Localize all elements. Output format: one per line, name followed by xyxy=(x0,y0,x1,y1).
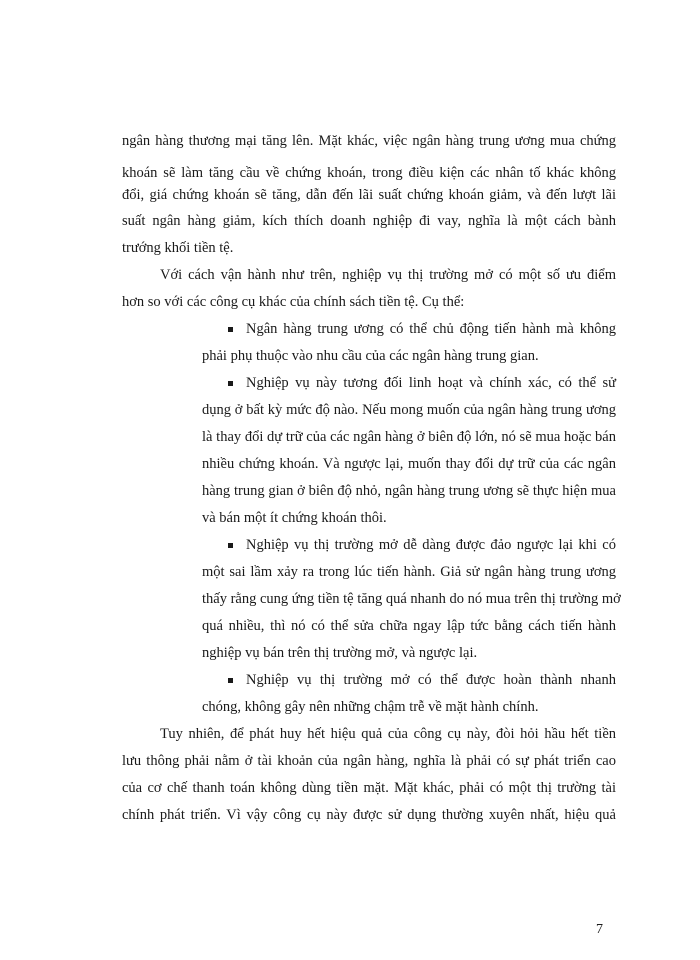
text-line: chóng, không gây nên những chậm trễ về mặt hành chính. xyxy=(202,699,539,715)
square-bullet-icon xyxy=(228,543,233,548)
text-line: nghiệp vụ bán trên thị trường mở, và ngược lại. xyxy=(202,645,478,661)
text-line: Nghiệp vụ thị trường mở dễ dàng được đảo ngược lại khi có xyxy=(246,537,616,553)
text-line: là thay đổi dự trữ của các ngân hàng ở biên độ lớn, nó sẽ mua hoặc bán xyxy=(202,429,616,445)
text-line: của cơ chế thanh toán không dùng tiền mặt. Mặt khác, phải có một thị trường tài xyxy=(122,780,616,796)
text-line: Nghiệp vụ này tương đối linh hoạt và chính xác, có thể sử xyxy=(246,375,616,391)
text-line: trướng khối tiền tệ. xyxy=(122,240,234,256)
text-line: chính phát triển. Vì vậy công cụ này được sử dụng thường xuyên nhất, hiệu quả xyxy=(122,807,616,823)
text-line: hàng trung gian ở biên độ nhỏ, ngân hàng trung ương sẽ thực hiện mua xyxy=(202,483,616,499)
text-line: đổi, giá chứng khoán sẽ tăng, dẫn đến lãi suất chứng khoán giảm, và đến lượt lãi xyxy=(122,187,616,203)
text-line: quá nhiều, thì nó có thể sửa chữa ngay lập tức bằng cách tiến hành xyxy=(202,618,616,634)
page-number: 7 xyxy=(596,922,603,937)
text-line: và bán một ít chứng khoán thôi. xyxy=(202,510,387,526)
text-line: hơn so với các công cụ khác của chính sách tiền tệ. Cụ thể: xyxy=(122,294,465,310)
square-bullet-icon xyxy=(228,327,233,332)
text-line: phải phụ thuộc vào nhu cầu của các ngân hàng trung gian. xyxy=(202,348,539,364)
text-line: ngân hàng thương mại tăng lên. Mặt khác, việc ngân hàng trung ương mua chứng xyxy=(122,133,616,149)
text-line: khoán sẽ làm tăng cầu về chứng khoán, trong điều kiện các nhân tố khác không xyxy=(122,165,616,181)
text-line: một sai lầm xảy ra trong lúc tiến hành. Giả sử ngân hàng trung ương xyxy=(202,564,616,580)
square-bullet-icon xyxy=(228,381,233,386)
text-line: suất ngân hàng giảm, kích thích doanh nghiệp đi vay, nghĩa là một cách bành xyxy=(122,213,616,229)
square-bullet-icon xyxy=(228,678,233,683)
text-line: lưu thông phải nằm ở tài khoản của ngân hàng, nghĩa là phải có sự phát triển cao xyxy=(122,753,616,769)
text-line: Ngân hàng trung ương có thể chủ động tiến hành mà không xyxy=(246,321,616,337)
text-line: Với cách vận hành như trên, nghiệp vụ thị trường mở có một số ưu điểm xyxy=(160,267,616,283)
text-line: Nghiệp vụ thị trường mở có thể được hoàn thành nhanh xyxy=(246,672,616,688)
text-line: dụng ở bất kỳ mức độ nào. Nếu mong muốn của ngân hàng trung ương xyxy=(202,402,616,418)
text-line: nhiều chứng khoán. Và ngược lại, muốn thay đổi dự trữ của các ngân xyxy=(202,456,616,472)
text-line: Tuy nhiên, để phát huy hết hiệu quả của công cụ này, đòi hỏi hầu hết tiền xyxy=(160,726,616,742)
text-line: thấy rằng cung ứng tiền tệ tăng quá nhanh do nó mua trên thị trường mở xyxy=(202,591,621,607)
